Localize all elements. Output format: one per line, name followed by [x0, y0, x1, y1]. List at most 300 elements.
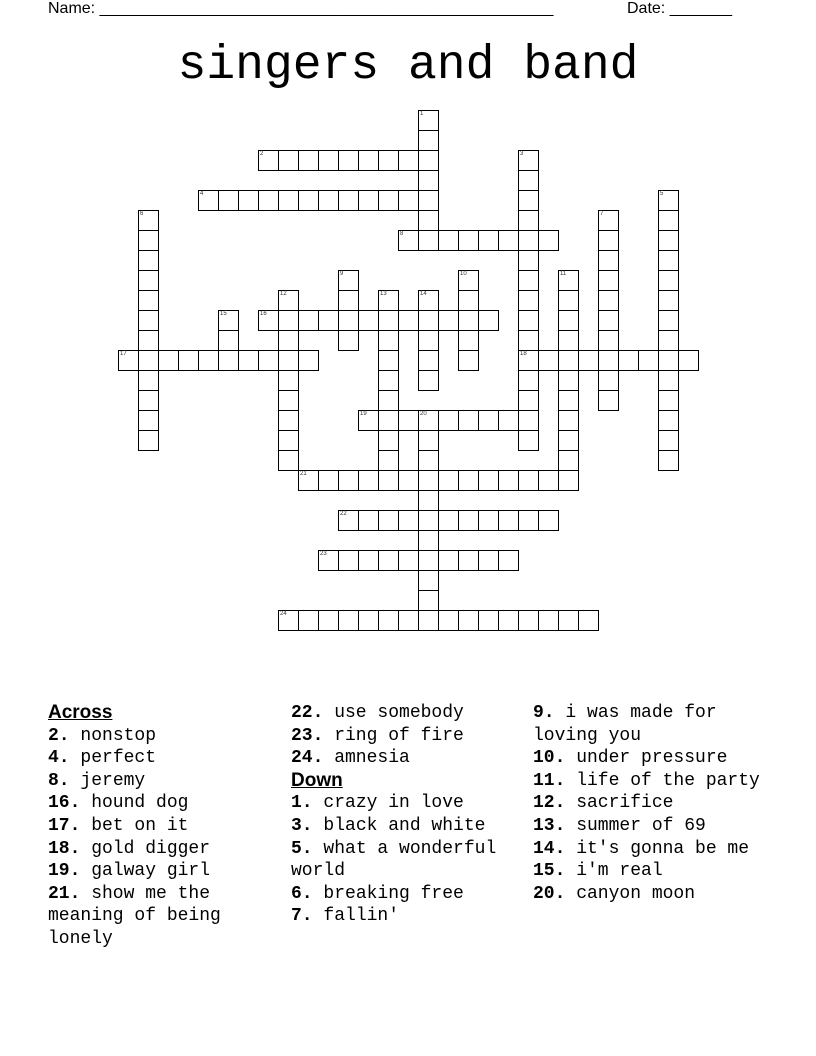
grid-cell[interactable]: [478, 610, 499, 631]
clue-number-label: 8.: [48, 770, 70, 791]
grid-cell[interactable]: [478, 470, 499, 491]
grid-cell[interactable]: [658, 210, 679, 231]
grid-cell[interactable]: [658, 350, 679, 371]
grid-cell[interactable]: [358, 150, 379, 171]
grid-cell[interactable]: [198, 350, 219, 371]
grid-cell[interactable]: [518, 150, 539, 171]
grid-cell[interactable]: [218, 350, 239, 371]
across-clue: [48, 792, 283, 815]
grid-cell[interactable]: [318, 190, 339, 211]
grid-cell[interactable]: [238, 190, 259, 211]
clue-number: 10: [460, 271, 467, 277]
clue-text: gold digger: [80, 838, 211, 859]
grid-cell[interactable]: [598, 330, 619, 351]
grid-cell[interactable]: [458, 350, 479, 371]
clue-number-label: 20.: [533, 883, 566, 904]
grid-cell[interactable]: [178, 350, 199, 371]
clue-number-label: 16.: [48, 793, 81, 814]
grid-cell[interactable]: [398, 610, 419, 631]
grid-cell[interactable]: [138, 230, 159, 251]
grid-cell[interactable]: [418, 230, 439, 251]
grid-cell[interactable]: [378, 370, 399, 391]
grid-cell[interactable]: [278, 610, 299, 631]
clue-number-label: 19.: [48, 861, 81, 882]
grid-cell[interactable]: [418, 110, 439, 131]
grid-cell[interactable]: [358, 550, 379, 571]
grid-cell[interactable]: [558, 410, 579, 431]
grid-cell[interactable]: [258, 310, 279, 331]
grid-cell[interactable]: [518, 290, 539, 311]
grid-cell[interactable]: [138, 410, 159, 431]
clues-column-1: [48, 702, 283, 951]
grid-cell[interactable]: [658, 230, 679, 251]
grid-cell[interactable]: [298, 150, 319, 171]
grid-cell[interactable]: [378, 550, 399, 571]
grid-cell[interactable]: [518, 250, 539, 271]
grid-cell[interactable]: [298, 470, 319, 491]
puzzle-title: singers and band: [177, 39, 639, 93]
grid-cell[interactable]: [138, 250, 159, 271]
grid-cell[interactable]: [418, 290, 439, 311]
grid-cell[interactable]: [558, 290, 579, 311]
grid-cell[interactable]: [138, 330, 159, 351]
clue-number-label: 24.: [291, 748, 324, 769]
grid-cell[interactable]: [558, 450, 579, 471]
clue-text: use somebody: [323, 703, 464, 723]
clue-number: 16: [260, 311, 267, 317]
grid-cell[interactable]: [678, 350, 699, 371]
grid-cell[interactable]: [538, 510, 559, 531]
grid-cell[interactable]: [458, 230, 479, 251]
grid-cell[interactable]: [278, 290, 299, 311]
clue-number-label: 23.: [291, 725, 324, 746]
grid-cell[interactable]: [658, 250, 679, 271]
grid-cell[interactable]: [418, 550, 439, 571]
grid-cell[interactable]: [458, 330, 479, 351]
grid-cell[interactable]: [478, 510, 499, 531]
grid-cell[interactable]: [398, 550, 419, 571]
grid-cell[interactable]: [598, 310, 619, 331]
grid-cell[interactable]: [658, 430, 679, 451]
grid-cell[interactable]: [458, 410, 479, 431]
grid-cell[interactable]: [418, 210, 439, 231]
grid-cell[interactable]: [478, 230, 499, 251]
clue-text: under pressure: [565, 748, 728, 769]
grid-cell[interactable]: [198, 190, 219, 211]
grid-cell[interactable]: [418, 530, 439, 551]
grid-cell[interactable]: [598, 270, 619, 291]
down-clue: [291, 815, 526, 838]
grid-cell[interactable]: [498, 510, 519, 531]
clue-number-label: 6.: [291, 883, 313, 904]
grid-cell[interactable]: [658, 190, 679, 211]
grid-cell[interactable]: [438, 310, 459, 331]
grid-cell[interactable]: [558, 310, 579, 331]
grid-cell[interactable]: [358, 610, 379, 631]
grid-cell[interactable]: [318, 150, 339, 171]
grid-cell[interactable]: [138, 390, 159, 411]
grid-cell[interactable]: [418, 330, 439, 351]
grid-cell[interactable]: [278, 190, 299, 211]
down-clue: [533, 702, 773, 747]
across-clue: [48, 770, 283, 793]
grid-cell[interactable]: [518, 190, 539, 211]
grid-cell[interactable]: [658, 390, 679, 411]
down-clue: [291, 883, 526, 906]
grid-cell[interactable]: [658, 290, 679, 311]
clue-number-label: 2.: [48, 725, 70, 746]
grid-cell[interactable]: [338, 310, 359, 331]
grid-cell[interactable]: [138, 270, 159, 291]
grid-cell[interactable]: [278, 430, 299, 451]
across-clue: [291, 725, 526, 748]
grid-cell[interactable]: [458, 550, 479, 571]
grid-cell[interactable]: [438, 470, 459, 491]
across-clue: [48, 883, 283, 951]
grid-cell[interactable]: [398, 150, 419, 171]
grid-cell[interactable]: [378, 610, 399, 631]
clue-number-label: 22.: [291, 703, 324, 723]
grid-cell[interactable]: [418, 450, 439, 471]
clue-number-label: 9.: [533, 703, 555, 723]
grid-cell[interactable]: [498, 610, 519, 631]
clue-number-label: 10.: [533, 748, 566, 769]
grid-cell[interactable]: [458, 290, 479, 311]
down-clue: [533, 883, 773, 906]
grid-cell[interactable]: [358, 470, 379, 491]
grid-cell[interactable]: [378, 330, 399, 351]
grid-cell[interactable]: [378, 450, 399, 471]
clue-number: 17: [120, 351, 127, 357]
grid-cell[interactable]: [658, 370, 679, 391]
grid-cell[interactable]: [558, 430, 579, 451]
clue-text: crazy in love: [312, 793, 464, 814]
grid-cell[interactable]: [518, 350, 539, 371]
clue-text: perfect: [69, 748, 157, 769]
grid-cell[interactable]: [378, 390, 399, 411]
grid-cell[interactable]: [598, 350, 619, 371]
across-clue: [48, 860, 283, 883]
grid-cell[interactable]: [478, 410, 499, 431]
grid-cell[interactable]: [418, 370, 439, 391]
grid-cell[interactable]: [518, 310, 539, 331]
grid-cell[interactable]: [278, 150, 299, 171]
grid-cell[interactable]: [398, 510, 419, 531]
clues-column-3: [533, 702, 773, 905]
grid-cell[interactable]: [438, 610, 459, 631]
grid-cell[interactable]: [318, 550, 339, 571]
clue-text: canyon moon: [565, 883, 696, 904]
grid-cell[interactable]: [418, 570, 439, 591]
grid-cell[interactable]: [538, 350, 559, 371]
down-clue: [533, 747, 773, 770]
clue-number: 2: [260, 151, 264, 157]
clue-number: 20: [420, 411, 427, 417]
grid-cell[interactable]: [418, 490, 439, 511]
grid-cell[interactable]: [318, 310, 339, 331]
grid-cell[interactable]: [278, 370, 299, 391]
clue-text: bet on it: [80, 815, 189, 836]
clue-text: galway girl: [80, 861, 211, 882]
clue-number: 13: [380, 291, 387, 297]
clue-number-label: 4.: [48, 748, 70, 769]
clue-text: amnesia: [323, 748, 410, 769]
grid-cell[interactable]: [418, 510, 439, 531]
grid-cell[interactable]: [298, 310, 319, 331]
clue-number: 24: [280, 611, 287, 617]
grid-cell[interactable]: [278, 410, 299, 431]
down-heading: Down: [291, 769, 343, 791]
grid-cell[interactable]: [218, 190, 239, 211]
grid-cell[interactable]: [478, 310, 499, 331]
grid-cell[interactable]: [618, 350, 639, 371]
across-clue: [48, 815, 283, 838]
grid-cell[interactable]: [138, 210, 159, 231]
grid-cell[interactable]: [438, 230, 459, 251]
grid-cell[interactable]: [538, 470, 559, 491]
grid-cell[interactable]: [438, 510, 459, 531]
grid-cell[interactable]: [338, 550, 359, 571]
grid-cell[interactable]: [518, 210, 539, 231]
down-clue: [291, 792, 526, 815]
grid-cell[interactable]: [438, 410, 459, 431]
clue-text: i'm real: [565, 861, 663, 882]
grid-cell[interactable]: [378, 430, 399, 451]
grid-cell[interactable]: [338, 330, 359, 351]
grid-cell[interactable]: [278, 350, 299, 371]
grid-cell[interactable]: [338, 510, 359, 531]
grid-cell[interactable]: [398, 230, 419, 251]
grid-cell[interactable]: [458, 610, 479, 631]
clue-text: show me the meaning of being lonely: [48, 883, 221, 949]
clue-text: what a wonderful world: [291, 838, 497, 882]
grid-cell[interactable]: [558, 370, 579, 391]
down-clue: [533, 815, 773, 838]
grid-cell[interactable]: [138, 350, 159, 371]
clue-text: breaking free: [312, 883, 464, 904]
grid-cell[interactable]: [598, 230, 619, 251]
clue-text: jeremy: [69, 770, 146, 791]
clue-number: 3: [520, 151, 524, 157]
grid-cell[interactable]: [578, 350, 599, 371]
across-clue: [48, 747, 283, 770]
grid-cell[interactable]: [158, 350, 179, 371]
grid-cell[interactable]: [298, 350, 319, 371]
grid-cell[interactable]: [318, 470, 339, 491]
grid-cell[interactable]: [338, 150, 359, 171]
grid-cell[interactable]: [398, 470, 419, 491]
clue-number: 8: [400, 231, 404, 237]
grid-cell[interactable]: [378, 190, 399, 211]
grid-cell[interactable]: [518, 410, 539, 431]
clue-number: 4: [200, 191, 204, 197]
grid-cell[interactable]: [398, 410, 419, 431]
grid-cell[interactable]: [558, 270, 579, 291]
grid-cell[interactable]: [518, 330, 539, 351]
clue-text: hound dog: [80, 793, 189, 814]
grid-cell[interactable]: [558, 330, 579, 351]
clue-number: 21: [300, 471, 307, 477]
clue-text: black and white: [312, 815, 486, 836]
grid-cell[interactable]: [218, 330, 239, 351]
grid-cell[interactable]: [378, 410, 399, 431]
grid-cell[interactable]: [418, 470, 439, 491]
grid-cell[interactable]: [418, 170, 439, 191]
grid-cell[interactable]: [358, 510, 379, 531]
clue-number: 1: [420, 111, 424, 117]
grid-cell[interactable]: [598, 390, 619, 411]
grid-cell[interactable]: [658, 310, 679, 331]
across-clue: [48, 725, 283, 748]
clue-number-label: 17.: [48, 815, 81, 836]
grid-cell[interactable]: [418, 130, 439, 151]
grid-cell[interactable]: [598, 250, 619, 271]
grid-cell[interactable]: [138, 370, 159, 391]
clue-text: sacrifice: [565, 793, 674, 814]
grid-cell[interactable]: [498, 470, 519, 491]
clue-number: 19: [360, 411, 367, 417]
grid-cell[interactable]: [378, 150, 399, 171]
grid-cell[interactable]: [278, 390, 299, 411]
grid-cell[interactable]: [438, 550, 459, 571]
grid-cell[interactable]: [518, 370, 539, 391]
clue-number-label: 7.: [291, 906, 313, 927]
grid-cell[interactable]: [418, 310, 439, 331]
clue-text: fallin': [312, 906, 400, 927]
clue-number: 23: [320, 551, 327, 557]
grid-cell[interactable]: [518, 510, 539, 531]
grid-cell[interactable]: [518, 470, 539, 491]
grid-cell[interactable]: [558, 390, 579, 411]
grid-cell[interactable]: [298, 190, 319, 211]
grid-cell[interactable]: [278, 310, 299, 331]
across-clue: [291, 747, 526, 770]
grid-cell[interactable]: [458, 310, 479, 331]
down-clue: [533, 792, 773, 815]
grid-cell[interactable]: [278, 330, 299, 351]
grid-cell[interactable]: [338, 610, 359, 631]
clue-number: 11: [560, 271, 567, 277]
grid-cell[interactable]: [598, 210, 619, 231]
grid-cell[interactable]: [478, 550, 499, 571]
clue-number-label: 18.: [48, 838, 81, 859]
grid-cell[interactable]: [518, 430, 539, 451]
grid-cell[interactable]: [378, 290, 399, 311]
grid-cell[interactable]: [398, 310, 419, 331]
clue-text: ring of fire: [323, 725, 464, 746]
grid-cell[interactable]: [418, 590, 439, 611]
grid-cell[interactable]: [538, 230, 559, 251]
grid-cell[interactable]: [658, 410, 679, 431]
grid-cell[interactable]: [258, 190, 279, 211]
down-clue: [291, 905, 526, 928]
across-heading: Across: [48, 702, 113, 723]
grid-cell[interactable]: [658, 270, 679, 291]
clue-number: 6: [140, 211, 144, 217]
grid-cell[interactable]: [538, 610, 559, 631]
clue-number-label: 11.: [533, 770, 566, 791]
grid-cell[interactable]: [358, 190, 379, 211]
grid-cell[interactable]: [458, 470, 479, 491]
grid-cell[interactable]: [378, 350, 399, 371]
grid-cell[interactable]: [518, 230, 539, 251]
clue-number: 22: [340, 511, 347, 517]
grid-cell[interactable]: [218, 310, 239, 331]
clue-text: summer of 69: [565, 815, 706, 836]
grid-cell[interactable]: [338, 290, 359, 311]
grid-cell[interactable]: [398, 190, 419, 211]
grid-cell[interactable]: [498, 550, 519, 571]
grid-cell[interactable]: [418, 350, 439, 371]
name-field-label[interactable]: Name: ___________________________________________________: [48, 0, 554, 17]
grid-cell[interactable]: [498, 410, 519, 431]
grid-cell[interactable]: [418, 430, 439, 451]
grid-cell[interactable]: [558, 470, 579, 491]
grid-cell[interactable]: [518, 270, 539, 291]
grid-cell[interactable]: [138, 290, 159, 311]
grid-cell[interactable]: [418, 190, 439, 211]
clue-number-label: 15.: [533, 861, 566, 882]
grid-cell[interactable]: [558, 610, 579, 631]
grid-cell[interactable]: [518, 610, 539, 631]
grid-cell[interactable]: [558, 350, 579, 371]
clue-number-label: 21.: [48, 883, 81, 904]
grid-cell[interactable]: [458, 270, 479, 291]
grid-cell[interactable]: [298, 610, 319, 631]
grid-cell[interactable]: [338, 470, 359, 491]
grid-cell[interactable]: [418, 150, 439, 171]
grid-cell[interactable]: [378, 310, 399, 331]
grid-cell[interactable]: [338, 270, 359, 291]
grid-cell[interactable]: [518, 390, 539, 411]
grid-cell[interactable]: [598, 290, 619, 311]
grid-cell[interactable]: [498, 230, 519, 251]
grid-cell[interactable]: [658, 330, 679, 351]
down-clue: [291, 838, 526, 883]
clue-number: 18: [520, 351, 527, 357]
grid-cell[interactable]: [238, 350, 259, 371]
clue-number-label: 3.: [291, 815, 313, 836]
grid-cell[interactable]: [578, 610, 599, 631]
grid-cell[interactable]: [598, 370, 619, 391]
grid-cell[interactable]: [118, 350, 139, 371]
grid-cell[interactable]: [278, 450, 299, 471]
grid-cell[interactable]: [138, 310, 159, 331]
clue-number: 7: [600, 211, 604, 217]
date-field-label[interactable]: Date: _______: [627, 0, 732, 17]
grid-cell[interactable]: [258, 350, 279, 371]
grid-cell[interactable]: [358, 410, 379, 431]
grid-cell[interactable]: [378, 510, 399, 531]
clue-number-label: 13.: [533, 815, 566, 836]
clue-text: nonstop: [69, 725, 157, 746]
grid-cell[interactable]: [518, 170, 539, 191]
grid-cell[interactable]: [638, 350, 659, 371]
grid-cell[interactable]: [658, 450, 679, 471]
grid-cell[interactable]: [458, 510, 479, 531]
grid-cell[interactable]: [418, 610, 439, 631]
grid-cell[interactable]: [258, 150, 279, 171]
grid-cell[interactable]: [138, 430, 159, 451]
clue-text: life of the party: [565, 770, 760, 791]
grid-cell[interactable]: [418, 410, 439, 431]
clue-number-label: 5.: [291, 838, 313, 859]
grid-cell[interactable]: [338, 190, 359, 211]
grid-cell[interactable]: [378, 470, 399, 491]
grid-cell[interactable]: [318, 610, 339, 631]
across-clue: [48, 838, 283, 861]
grid-cell[interactable]: [358, 310, 379, 331]
